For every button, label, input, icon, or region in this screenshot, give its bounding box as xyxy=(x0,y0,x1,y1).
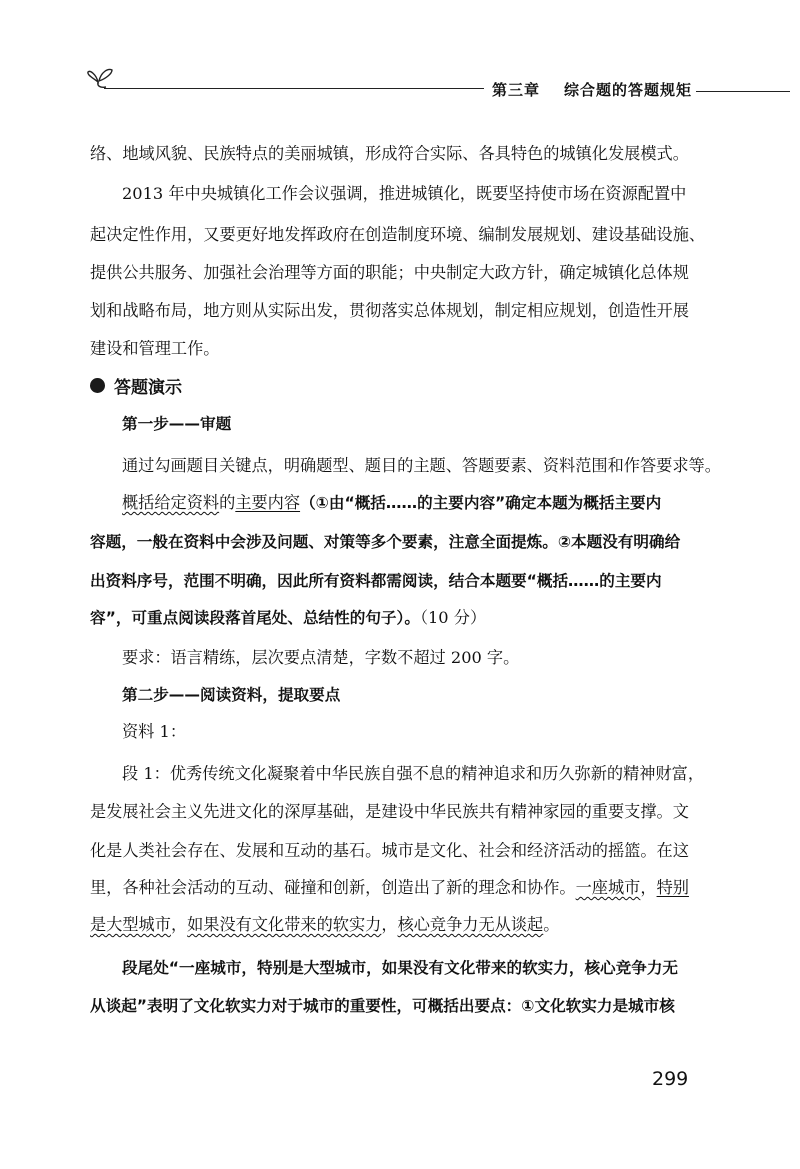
paragraph-line: 2013 年中央城镇化工作会议强调，推进城镇化，既要坚持使市场在资源配置中 xyxy=(122,184,687,203)
paragraph-line: 提供公共服务、加强社会治理等方面的职能；中央制定大政方针，确定城镇化总体规 xyxy=(90,263,689,282)
paragraph-line: 划和战略布局，地方则从实际出发，贯彻落实总体规划，制定相应规划，创造性开展 xyxy=(90,301,689,320)
section-heading: 答题演示 xyxy=(114,378,182,398)
page-number: 299 xyxy=(652,1068,689,1090)
paragraph-line: 起决定性作用，又要更好地发挥政府在创造制度环境、编制发展规划、建设基础设施、 xyxy=(90,225,706,244)
step-heading: 第二步——阅读资料，提取要点 xyxy=(122,686,341,704)
underlined-keyword: 特别 xyxy=(656,878,689,897)
step-heading: 第一步——审题 xyxy=(122,415,232,433)
underlined-keyword: 概括给定资料 xyxy=(122,493,220,512)
header-rule-right xyxy=(696,91,790,92)
section-bullet-icon xyxy=(90,378,105,393)
paragraph-line: 是大型城市，如果没有文化带来的软实力，核心竞争力无从谈起。 xyxy=(90,915,560,934)
chapter-number: 第三章 xyxy=(492,81,541,99)
underlined-keyword: 是大型城市 xyxy=(90,915,171,934)
analysis-line: 段尾处“一座城市，特别是大型城市，如果没有文化带来的软实力，核心竞争力无 xyxy=(122,959,679,977)
underlined-keyword: 主要内容 xyxy=(235,493,301,512)
paragraph-line: 络、地域风貌、民族特点的美丽城镇，形成符合实际、各具特色的城镇化发展模式。 xyxy=(90,144,689,163)
paragraph-line: 里，各种社会活动的互动、碰撞和创新，创造出了新的理念和协作。一座城市，特别 xyxy=(90,878,689,897)
paragraph-line: 通过勾画题目关键点，明确题型、题目的主题、答题要素、资料范围和作答要求等。 xyxy=(122,456,721,475)
question-line: 容题，一般在资料中会涉及问题、对策等多个要素，注意全面提炼。②本题没有明确给 xyxy=(90,533,681,551)
requirement-line: 要求：语言精练，层次要点清楚，字数不超过 200 字。 xyxy=(122,648,520,667)
paragraph-line: 建设和管理工作。 xyxy=(90,339,220,358)
chapter-title: 综合题的答题规矩 xyxy=(564,81,693,99)
underlined-keyword: 一座城市 xyxy=(575,878,641,897)
material-label: 资料 1： xyxy=(122,722,187,741)
question-line: 容”，可重点阅读段落首尾处、总结性的句子）。（10 分） xyxy=(90,608,487,627)
paragraph-line: 段 1：优秀传统文化凝聚着中华民族自强不息的精神追求和历久弥新的精神财富， xyxy=(122,764,705,783)
running-header xyxy=(492,79,692,100)
header-rule-left xyxy=(104,88,484,89)
analysis-line: 从谈起”表明了文化软实力对于城市的重要性，可概括出要点：①文化软实力是城市核 xyxy=(90,997,675,1015)
question-line: 概括给定资料的主要内容（①由“概括……的主要内容”确定本题为概括主要内 xyxy=(122,493,662,512)
paragraph-line: 是发展社会主义先进文化的深厚基础，是建设中华民族共有精神家园的重要支撑。文 xyxy=(90,802,689,821)
underlined-keyword: 如果没有文化带来的软实力 xyxy=(187,915,382,934)
question-line: 出资料序号，范围不明确，因此所有资料都需阅读，结合本题要“概括……的主要内 xyxy=(90,572,662,590)
underlined-keyword: 核心竞争力无从谈起 xyxy=(397,915,544,934)
paragraph-line: 化是人类社会存在、发展和互动的基石。城市是文化、社会和经济活动的摇篮。在这 xyxy=(90,841,689,860)
